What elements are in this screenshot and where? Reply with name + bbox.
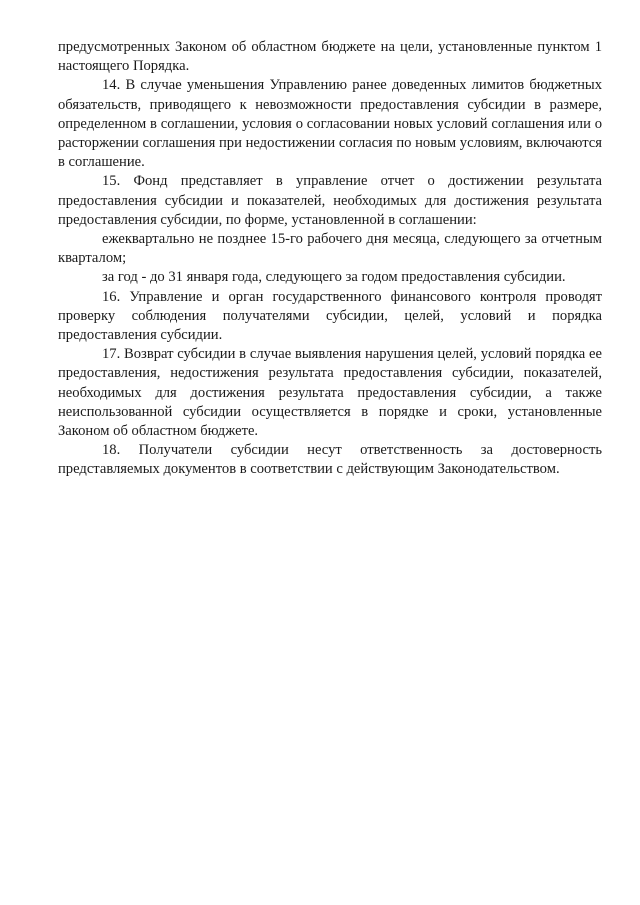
paragraph-17: 17. Возврат субсидии в случае выявления нарушения целей, условий порядка ее предоставления, недостижения результата предоставления субсидии, показателей, необходимых для достижения результата предоставления субсидии, а также неиспользованной субсидии осуществляется в порядке и сроки, установленные Законом об областном бюджете. — [58, 346, 602, 440]
paragraph-15: 15. Фонд представляет в управление отчет о достижении результата предоставления субсидии и показателей, необходимых для достижения результата предоставления субсидии, по форме, установленной в соглашении: — [58, 173, 602, 228]
paragraph-continuation: предусмотренных Законом об областном бюджете на цели, установленные пунктом 1 настоящего Порядка. — [58, 39, 602, 75]
paragraph-18: 18. Получатели субсидии несут ответственность за достоверность представляемых документов в соответствии с действующим Законодательством. — [58, 442, 602, 478]
paragraph-14: 14. В случае уменьшения Управлению ранее доведенных лимитов бюджетных обязательств, приводящего к невозможности предоставления субсидии в размере, определенном в соглашении, условия о согласовании новых условий соглашения или о расторжении соглашения при недостижении согласия по новым условиям, включаются в соглашение. — [58, 77, 602, 171]
paragraph-15-quarterly: ежеквартально не позднее 15-го рабочего дня месяца, следующего за отчетным кварталом; — [58, 231, 602, 267]
document-page — [58, 38, 602, 480]
paragraph-15-annual: за год - до 31 января года, следующего за годом предоставления субсидии. — [102, 269, 566, 286]
paragraph-16: 16. Управление и орган государственного финансового контроля проводят проверку соблюдения получателями субсидии, целей, условий и порядка предоставления субсидии. — [58, 288, 602, 344]
